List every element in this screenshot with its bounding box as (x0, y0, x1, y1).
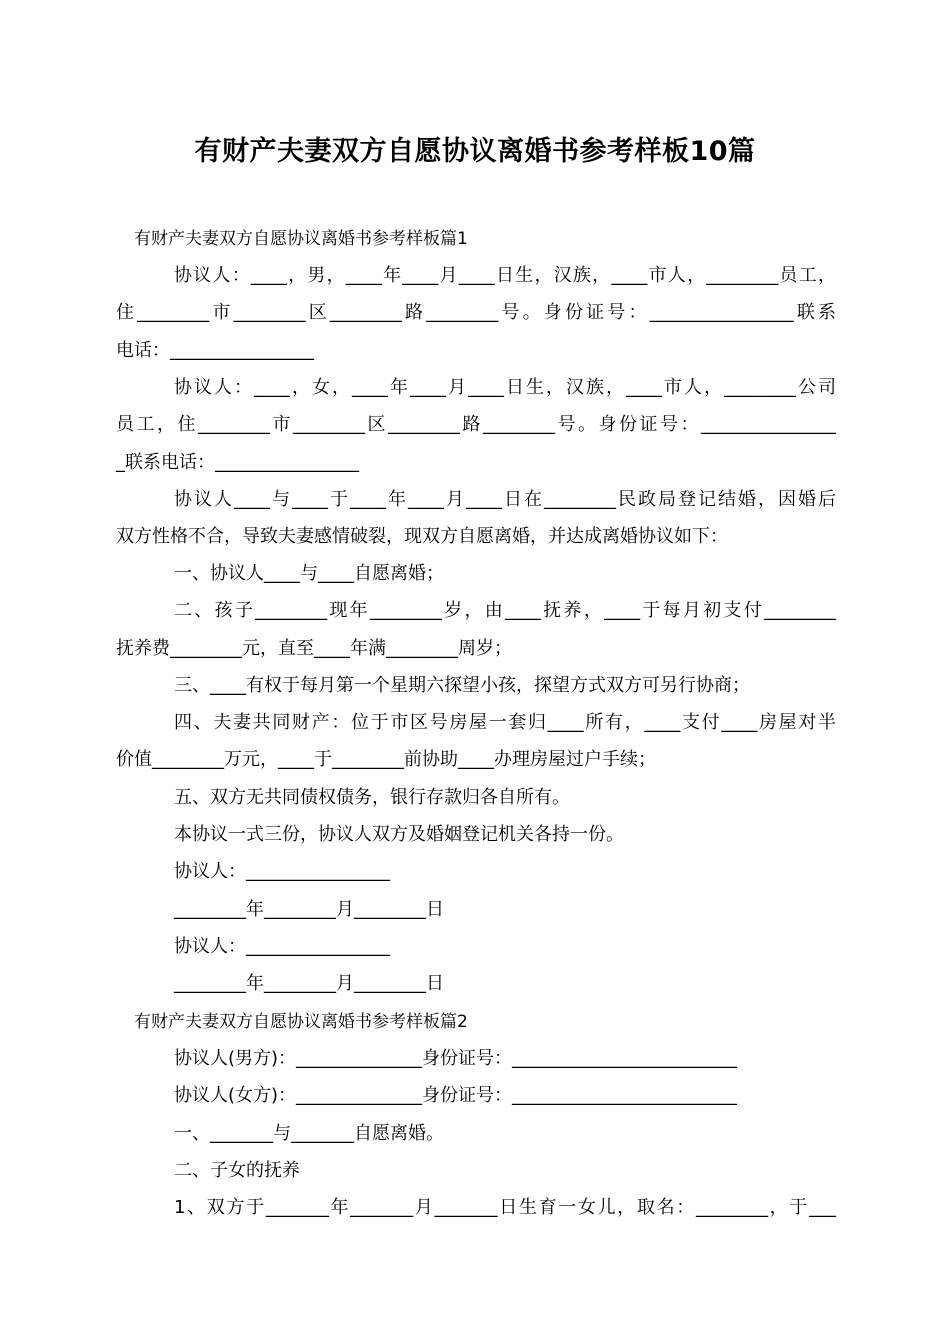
paragraph-line: _联系电话：________________ (116, 452, 359, 473)
paragraph-line: 住________市________区________路________号。身份证号：________________联系 (116, 302, 836, 323)
clause-line: 价值________万元，____于________前协助____办理房屋过户手续； (116, 749, 656, 770)
signature-line: 协议人：________________ (174, 936, 390, 957)
section-heading-1: 有财产夫妻双方自愿协议离婚书参考样板篇1 (134, 229, 468, 249)
paragraph-line: 协议人____与____于____年____月____日在________民政局登记结婚，因婚后 (174, 489, 836, 510)
paragraph-line: 协议人：____，男，____年____月____日生，汉族，____市人，________员工， (174, 265, 836, 286)
paragraph-line: 协议人(女方)：______________身份证号：_________________________ (174, 1085, 738, 1106)
clause-line: 四、夫妻共同财产：位于市区号房屋一套归____所有，____支付____房屋对半 (174, 712, 836, 733)
clause-line: 一、_______与_______自愿离婚。 (174, 1123, 444, 1144)
paragraph-line: 电话：________________ (116, 340, 314, 361)
clause-line: 一、协议人____与____自愿离婚； (174, 563, 444, 584)
date-line: ________年________月________日 (174, 973, 444, 994)
document-title: 有财产夫妻双方自愿协议离婚书参考样板10篇 (194, 136, 756, 167)
section-heading-2: 有财产夫妻双方自愿协议离婚书参考样板篇2 (134, 1012, 468, 1032)
paragraph-line: 员工，住________市________区________路________号。身份证号：_______________ (116, 414, 836, 435)
paragraph-line: 协议人：____，女，____年____月____日生，汉族，____市人，________公司 (174, 377, 836, 398)
clause-line: 三、____有权于每月第一个星期六探望小孩，探望方式双方可另行协商； (174, 675, 750, 696)
clause-line: 本协议一式三份，协议人双方及婚姻登记机关各持一份。 (174, 824, 624, 845)
date-line: ________年________月________日 (174, 899, 444, 920)
paragraph-line: 协议人(男方)：______________身份证号：_________________________ (174, 1048, 738, 1069)
paragraph-line: 双方性格不合，导致夫妻感情破裂，现双方自愿离婚，并达成离婚协议如下： (116, 526, 728, 547)
clause-line: 二、孩子________现年________岁，由____抚养，____于每月初支付________ (174, 600, 836, 621)
clause-line: 二、子女的抚养 (174, 1160, 300, 1181)
clause-line: 抚养费________元，直至____年满________周岁； (116, 638, 512, 659)
signature-line: 协议人：________________ (174, 861, 390, 882)
clause-line: 1、双方于_______年_______月_______日生育一女儿，取名：________，于___ (174, 1197, 836, 1218)
clause-line: 五、双方无共同债权债务，银行存款归各自所有。 (174, 787, 570, 808)
